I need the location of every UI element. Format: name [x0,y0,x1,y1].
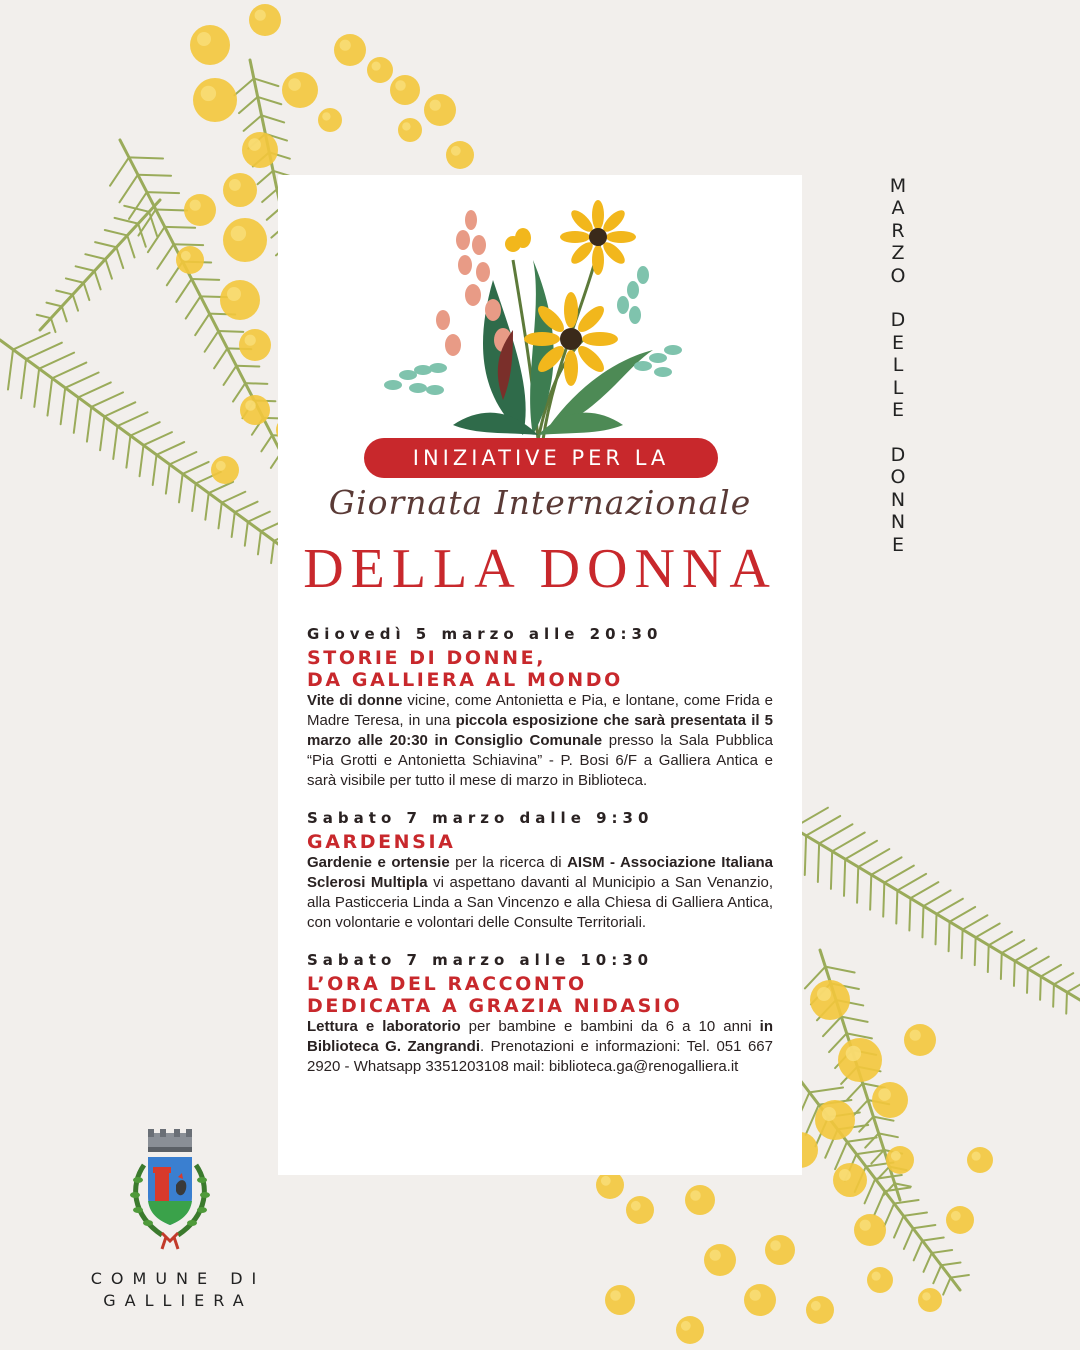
event-text-bold: Gardenie e ortensie [307,854,450,871]
vertical-letter: Z [891,242,905,265]
vertical-letter: E [891,331,904,354]
event-description [307,691,773,791]
flower-bouquet-illustration [373,200,703,445]
vertical-letter: D [890,309,906,332]
event-title [307,973,773,1017]
page-title: DELLA DONNA [303,538,777,600]
event-text-bold: Lettura e laboratorio [307,1018,461,1035]
municipal-crest-icon [122,1125,218,1255]
event-text-bold: Vite di donne [307,692,403,709]
event-date: Sabato 7 marzo dalle 9:30 [307,809,654,827]
event-item [307,951,773,1077]
vertical-letter: O [890,264,906,287]
vertical-letter: E [891,533,904,556]
event-title-line: DEDICATA A GRAZIA NIDASIO [307,995,683,1017]
vertical-letter: A [891,197,905,220]
event-item [307,809,773,933]
vertical-letter: L [892,354,904,377]
event-text: presso la Sala Pubblica “Pia Grotti e Antonietta Schiavina” - P. Bosi 6/F a Galliera Antica e sarà visibile per tutto il mese di marzo in Biblioteca. [307,732,773,789]
script-subtitle: Giornata Internazionale [328,483,752,522]
vertical-letter: N [890,488,906,511]
event-description [307,853,773,933]
event-item [307,625,773,791]
event-title-line: DA GALLIERA AL MONDO [307,669,623,691]
vertical-letter: R [891,219,905,242]
vertical-letter [886,421,910,443]
event-text: per la ricerca di [449,854,568,871]
event-text-bold: AISM - Associazione Italiana Sclerosi Multipla [307,854,773,891]
vertical-letter: N [890,511,906,534]
vertical-letter: L [892,376,904,399]
vertical-letter [886,287,910,309]
event-title-line: GARDENSIA [307,831,456,853]
event-text-bold: piccola esposizione che sarà presentata il 5 marzo alle 20:30 in Consiglio Comunale [307,712,773,749]
event-text: vicine, come Antonietta e Pia, e lontane, come Frida e Madre Teresa, in una [307,692,773,729]
vertical-letter: M [889,175,907,197]
event-text-bold: in Biblioteca G. Zangrandi [307,1018,773,1055]
vertical-letter: E [891,399,904,422]
event-title-line: L’ORA DEL RACCONTO [307,973,587,995]
event-date: Giovedì 5 marzo alle 20:30 [307,625,663,643]
event-date: Sabato 7 marzo alle 10:30 [307,951,654,969]
vertical-letter: D [890,443,906,466]
event-text: vi aspettano davanti al Municipio a San Venanzio, alla Pasticceria Linda a San Vincenzo e alla Chiesa di Galliera Antica, con volontarie e volontari delle Consulte Territoriali. [307,874,773,931]
event-title-line: STORIE DI DONNE, [307,647,547,669]
event-title [307,647,773,691]
initiatives-pill: INIZIATIVE PER LA [364,438,718,478]
municipality-line: GALLIERA [103,1291,253,1310]
event-title [307,831,773,853]
municipality-name [68,1268,288,1312]
event-text: . Prenotazioni e informazioni: Tel. 051 667 2920 - Whatsapp 3351203108 mail: biblioteca.ga@renogalliera.it [307,1038,773,1075]
events-list [307,625,773,1095]
event-description [307,1017,773,1077]
content-card [278,175,802,1175]
municipality-line: COMUNE DI [90,1269,266,1288]
event-text: per bambine e bambini da 6 a 10 anni [460,1018,760,1035]
vertical-letter: O [890,466,906,489]
vertical-month-label [886,175,910,556]
